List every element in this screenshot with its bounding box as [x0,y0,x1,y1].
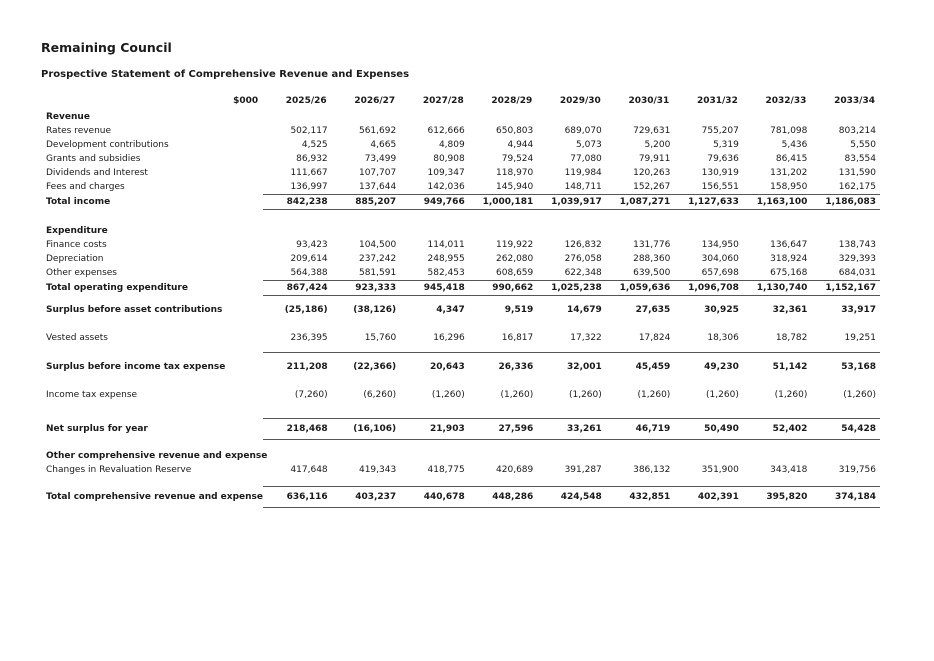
value-cell: 30,925 [704,305,739,315]
value-cell: 137,644 [358,182,397,192]
value-cell: 152,267 [633,182,671,192]
spacer-row [43,477,880,487]
value-cell: 1,163,100 [743,195,812,210]
value-cell: 4,944 [507,140,534,150]
value-cell: 842,238 [263,195,332,210]
table-row [43,238,880,252]
table-row [43,266,880,281]
year-header: 2027/28 [422,96,464,106]
value-cell: 582,453 [427,268,465,278]
value-cell: 949,766 [400,195,469,210]
value-cell: 211,208 [286,362,328,372]
value-cell: 288,360 [633,254,671,264]
value-cell: 80,908 [433,154,465,164]
value-cell: 27,596 [469,419,538,440]
value-cell: 403,237 [332,487,401,508]
value-cell: (7,260) [294,390,328,400]
value-cell: 4,347 [436,305,465,315]
value-cell: 54,428 [811,419,880,440]
value-cell: 329,393 [838,254,876,264]
value-cell: (1,260) [706,390,739,400]
value-cell: 5,073 [576,140,602,150]
value-cell: 32,001 [567,362,602,372]
value-cell: 131,590 [838,168,876,178]
value-cell: 148,711 [564,182,602,192]
value-cell: 262,080 [496,254,534,264]
value-cell: 1,152,167 [811,281,880,296]
value-cell: 622,348 [564,268,602,278]
value-cell: 636,116 [263,487,332,508]
value-cell: 5,200 [644,140,671,150]
value-cell: 142,036 [427,182,465,192]
value-cell: 4,809 [438,140,465,150]
value-cell: 755,207 [701,126,739,136]
value-cell: 386,132 [633,465,671,475]
row-label: Development contributions [46,140,169,150]
row-label: Income tax expense [46,390,138,400]
spacer-row [43,210,880,225]
value-cell: 119,922 [496,240,534,250]
row-label: Fees and charges [46,182,125,193]
value-cell: 304,060 [701,254,739,264]
value-cell: 27,635 [635,305,671,315]
value-cell: 639,500 [633,268,671,278]
value-cell: 119,984 [564,168,602,178]
value-cell: 803,214 [838,126,876,136]
value-cell: 26,336 [498,362,534,372]
header-row [43,92,880,110]
value-cell: 5,436 [781,140,808,150]
value-cell: 32,361 [772,305,808,315]
row-label: Grants and subsidies [46,154,141,164]
value-cell: 1,186,083 [811,195,880,210]
value-cell: 162,175 [838,182,876,192]
value-cell: 53,168 [841,362,876,372]
value-cell: 9,519 [504,305,534,315]
spacer-cell [43,440,880,450]
row-label: Other expenses [46,268,117,279]
value-cell: 945,418 [400,281,469,296]
value-cell: 440,678 [400,487,469,508]
value-cell: 650,803 [496,126,534,136]
value-cell: 5,319 [713,140,739,150]
value-cell: 420,689 [496,465,534,475]
value-cell: 729,631 [633,126,671,136]
value-cell: 77,080 [570,154,602,164]
value-cell: 120,263 [633,168,671,178]
value-cell: 391,287 [564,465,602,475]
value-cell: 1,059,636 [606,281,675,296]
spacer-cell [43,477,880,487]
value-cell: (6,260) [363,390,397,400]
value-cell: 83,554 [844,154,876,164]
value-cell: 145,940 [496,182,534,192]
table-row [43,180,880,195]
value-cell: 236,395 [263,324,332,353]
value-cell: 343,418 [770,465,808,475]
statement-title: Prospective Statement of Comprehensive Revenue and Expenses [41,69,410,80]
table-row [43,166,880,180]
row-label: Vested assets [46,333,108,344]
value-cell: 126,832 [564,240,602,250]
unit-label: $000 [233,96,259,106]
value-cell: 209,614 [290,254,328,264]
value-cell: 52,402 [743,419,812,440]
value-cell: 1,025,238 [537,281,606,296]
section-heading: Other comprehensive revenue and expense [46,451,268,461]
total-expenditure-row [43,281,880,296]
row-label: Total comprehensive revenue and expense [46,492,264,502]
value-cell: 418,775 [427,465,465,475]
row-label: Total income [46,197,111,207]
value-cell: 218,468 [263,419,332,440]
income-tax-row [43,381,880,409]
value-cell: 502,117 [290,126,328,136]
value-cell: 93,423 [296,240,328,250]
value-cell: 14,679 [567,305,602,315]
value-cell: 374,184 [811,487,880,508]
value-cell: 104,500 [358,240,397,250]
value-cell: 319,756 [838,465,876,475]
spacer-cell [43,210,880,225]
row-label: Changes in Revaluation Reserve [46,465,192,475]
value-cell: 424,548 [537,487,606,508]
section-heading: Expenditure [46,226,108,236]
value-cell: 18,782 [743,324,812,353]
value-cell: 351,900 [701,465,739,475]
value-cell: 33,917 [841,305,876,315]
value-cell: 156,551 [701,182,739,192]
total-comprehensive-row [43,487,880,508]
value-cell: 1,039,917 [537,195,606,210]
value-cell: 158,950 [770,182,808,192]
value-cell: 19,251 [811,324,880,353]
table-row [43,124,880,138]
table-row [43,252,880,266]
value-cell: 612,666 [427,126,465,136]
value-cell: (22,366) [353,362,397,372]
value-cell: 114,011 [427,240,465,250]
value-cell: 138,743 [838,240,876,250]
value-cell: 581,591 [358,268,397,278]
value-cell: (1,260) [843,390,876,400]
value-cell: (16,106) [332,419,401,440]
value-cell: 131,202 [770,168,808,178]
value-cell: 1,127,633 [674,195,743,210]
value-cell: 21,903 [400,419,469,440]
value-cell: 1,087,271 [606,195,675,210]
value-cell: 136,647 [770,240,808,250]
value-cell: 15,760 [332,324,401,353]
value-cell: (1,260) [637,390,671,400]
value-cell: 49,230 [704,362,739,372]
value-cell: 18,306 [674,324,743,353]
row-label: Rates revenue [46,126,112,136]
row-label: Depreciation [46,254,104,264]
value-cell: 136,997 [290,182,328,192]
year-header: 2028/29 [491,96,533,106]
value-cell: 608,659 [496,268,534,278]
table-row [43,138,880,152]
spacer-row [43,409,880,419]
value-cell: 51,142 [772,362,808,372]
expenditure-heading [43,224,880,238]
value-cell: 86,415 [775,154,808,164]
value-cell: 417,648 [290,465,328,475]
value-cell: (1,260) [568,390,602,400]
spacer-cell [43,409,880,419]
surplus-before-tax-row [43,353,880,382]
section-heading: Revenue [46,112,90,122]
revenue-heading [43,110,880,124]
year-header: 2032/33 [765,96,807,106]
year-header: 2033/34 [834,96,875,106]
value-cell: 276,058 [564,254,602,264]
value-cell: 131,776 [633,240,671,250]
year-header: 2030/31 [628,96,670,106]
revaluation-reserve-row [43,463,880,477]
value-cell: 689,070 [564,126,602,136]
table-row [43,152,880,166]
value-cell: 684,031 [838,268,876,278]
value-cell: 395,820 [743,487,812,508]
spacer-row [43,440,880,450]
value-cell: 318,924 [770,254,808,264]
statement-body [43,110,880,508]
value-cell: 237,242 [358,254,397,264]
value-cell: 33,261 [537,419,606,440]
surplus-before-asset-row [43,296,880,325]
value-cell: (1,260) [774,390,808,400]
value-cell: 79,636 [707,154,739,164]
year-header: 2031/32 [696,96,738,106]
value-cell: 20,643 [429,362,465,372]
value-cell: 17,824 [606,324,675,353]
value-cell: 130,919 [701,168,739,178]
value-cell: 111,667 [290,168,328,178]
total-income-row [43,195,880,210]
value-cell: 885,207 [332,195,401,210]
value-cell: 45,459 [635,362,671,372]
value-cell: 118,970 [496,168,534,178]
value-cell: 432,851 [606,487,675,508]
row-label: Dividends and Interest [46,168,148,178]
value-cell: 4,525 [301,140,328,150]
value-cell: 50,490 [674,419,743,440]
value-cell: 4,665 [370,140,397,150]
value-cell: 448,286 [469,487,538,508]
value-cell: 5,550 [850,140,876,150]
value-cell: 86,932 [296,154,328,164]
row-label: Finance costs [46,240,107,250]
value-cell: 781,098 [770,126,808,136]
value-cell: 867,424 [263,281,332,296]
value-cell: (38,126) [353,305,397,315]
value-cell: 16,817 [469,324,538,353]
value-cell: 73,499 [364,154,397,164]
value-cell: 109,347 [427,168,465,178]
financial-statement-table [43,92,880,508]
value-cell: 1,130,740 [743,281,812,296]
row-label: Surplus before income tax expense [46,361,226,372]
value-cell: 16,296 [400,324,469,353]
row-label: Surplus before asset contributions [46,304,223,315]
value-cell: 675,168 [770,268,808,278]
other-comprehensive-heading [43,449,880,463]
value-cell: 248,955 [427,254,465,264]
value-cell: (1,260) [431,390,465,400]
value-cell: 561,692 [358,126,397,136]
value-cell: 419,343 [358,465,397,475]
value-cell: 923,333 [332,281,401,296]
vested-assets-row [43,324,880,353]
net-surplus-row [43,419,880,440]
page-title: Remaining Council [41,40,172,55]
value-cell: 990,662 [469,281,538,296]
value-cell: 46,719 [606,419,675,440]
row-label: Total operating expenditure [46,283,188,293]
value-cell: 107,707 [358,168,397,178]
year-header: 2026/27 [354,96,396,106]
value-cell: 1,000,181 [469,195,538,210]
value-cell: 1,096,708 [674,281,743,296]
value-cell: 402,391 [674,487,743,508]
value-cell: (1,260) [500,390,534,400]
value-cell: 17,322 [537,324,606,353]
year-header: 2029/30 [559,96,601,106]
value-cell: 134,950 [701,240,739,250]
value-cell: (25,186) [284,305,328,315]
value-cell: 79,911 [638,154,671,164]
value-cell: 79,524 [501,154,534,164]
value-cell: 564,388 [290,268,328,278]
year-header: 2025/26 [285,96,327,106]
row-label: Net surplus for year [46,424,148,434]
value-cell: 657,698 [701,268,739,278]
